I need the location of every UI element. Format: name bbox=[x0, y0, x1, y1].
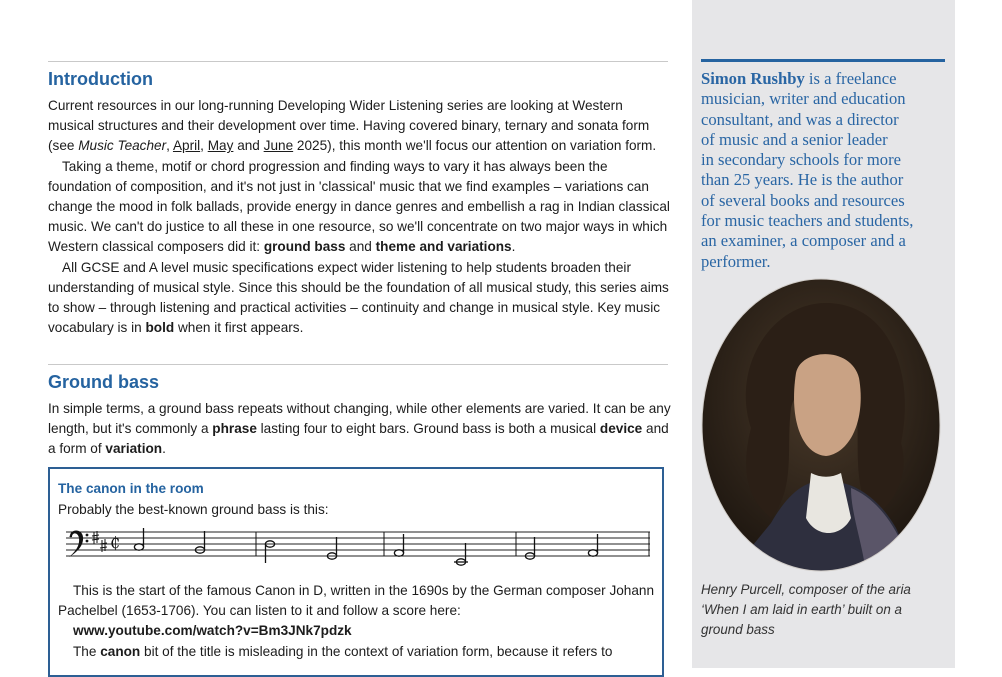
text-line: for music teachers and students, bbox=[701, 211, 914, 231]
key-term: bold bbox=[145, 320, 175, 336]
key-term: canon bbox=[100, 643, 141, 659]
text-line: Henry Purcell, composer of the aria bbox=[701, 582, 911, 597]
text-line bbox=[48, 318, 673, 338]
key-signature-sharps-icon bbox=[92, 531, 107, 552]
text-line bbox=[58, 642, 658, 662]
text-line: change the mood in folk ballads, provide energy in dance genres and embellish a rag in Indian classical bbox=[48, 199, 670, 215]
text-line: Taking a theme, motif or chord progression and finding ways to vary it has always been the bbox=[62, 158, 608, 174]
staff-lines bbox=[66, 532, 650, 556]
notes bbox=[134, 528, 597, 565]
callout-intro: Probably the best-known ground bass is this: bbox=[58, 502, 329, 517]
text-line bbox=[48, 439, 673, 459]
text-line: of several books and resources bbox=[701, 190, 905, 210]
text-fragment: a form of bbox=[48, 441, 106, 457]
key-term: device bbox=[599, 421, 643, 437]
text-fragment: and bbox=[237, 138, 260, 154]
text-line: performer. bbox=[701, 251, 771, 271]
text-fragment: bit of the title is misleading in the context of variation form, because it refers to bbox=[140, 643, 613, 659]
text-line: (see Music Teacher, April, May and June 2025), this month we'll focus our attention on variation form. bbox=[48, 138, 657, 154]
portrait-caption bbox=[701, 580, 941, 641]
text-line bbox=[48, 237, 673, 257]
link-may[interactable]: May bbox=[207, 138, 234, 154]
text-line: foundation of composition, and it's not just in 'classical' music that we find examples – variations can bbox=[48, 178, 649, 194]
text-fragment: . bbox=[162, 441, 166, 457]
author-name: Simon Rushby bbox=[701, 69, 805, 88]
text-fragment: is a freelance bbox=[804, 69, 897, 88]
text-fragment: and bbox=[345, 239, 376, 255]
text-line: ‘When I am laid in earth’ built on a bbox=[701, 602, 902, 618]
text-line: consultant, and was a director bbox=[701, 109, 899, 129]
youtube-link[interactable]: www.youtube.com/watch?v=Bm3JNk7pdzk bbox=[73, 623, 352, 639]
text-line: musical structures and their development over time. Having covered binary, ternary and sonata form bbox=[48, 118, 650, 134]
text-line bbox=[48, 419, 673, 439]
text-line: In simple terms, a ground bass repeats without changing, while other elements are varied. It can be any bbox=[48, 401, 671, 416]
link-april[interactable]: April bbox=[172, 138, 201, 154]
text-line: than 25 years. He is the author bbox=[701, 170, 904, 190]
text-line: All GCSE and A level music specifications expect wider listening to help students broaden their bbox=[62, 259, 631, 275]
sidebar-rule bbox=[701, 59, 945, 62]
section-divider bbox=[48, 364, 668, 365]
text-line: of music and a senior leader bbox=[701, 129, 888, 149]
key-term: phrase bbox=[212, 421, 257, 437]
text-line: understanding of musical style. Since this should be the foundation of all musical study, this series aims bbox=[48, 279, 669, 295]
callout-title: The canon in the room bbox=[58, 481, 204, 496]
text-fragment: 2025), this month we'll focus our attention on variation form. bbox=[296, 138, 657, 154]
text-fragment: vocabulary is in bbox=[48, 320, 146, 336]
ground-bass-notation bbox=[66, 526, 650, 570]
text-fragment: The bbox=[73, 643, 101, 659]
text-line: to show – through listening and practical activities – continuity and change in musical style. Key music bbox=[48, 300, 661, 316]
text-fragment: length, but it's commonly a bbox=[48, 421, 213, 437]
purcell-portrait bbox=[701, 278, 941, 572]
section-divider-top bbox=[48, 61, 668, 62]
text-line bbox=[701, 69, 946, 89]
text-fragment: lasting four to eight bars. Ground bass is both a musical bbox=[256, 421, 600, 437]
ground-bass-paragraph bbox=[48, 399, 673, 460]
magazine-title: Music Teacher bbox=[78, 138, 167, 154]
text-fragment: . bbox=[511, 239, 516, 255]
text-line: Current resources in our long-running Developing Wider Listening series are looking at Western bbox=[48, 98, 623, 113]
text-line: an examiner, a composer and a bbox=[701, 231, 906, 251]
text-line: ground bass bbox=[701, 622, 775, 638]
section-heading-ground-bass: Ground bass bbox=[48, 372, 160, 392]
text-fragment: when it first appears. bbox=[174, 320, 304, 336]
text-line: music. We can't do justice to all these in one resource, so we'll concentrate on two major ways in which bbox=[48, 219, 668, 235]
text-line: in secondary schools for more bbox=[701, 150, 901, 170]
section-heading-introduction: Introduction bbox=[48, 69, 153, 89]
text-line: This is the start of the famous Canon in D, written in the 1690s by the German composer Johann bbox=[73, 583, 655, 598]
text-fragment: and bbox=[642, 421, 669, 437]
key-term: variation bbox=[105, 441, 163, 457]
author-bio bbox=[701, 69, 946, 272]
key-term: theme and variations bbox=[375, 239, 512, 255]
text-fragment: (see bbox=[48, 138, 79, 154]
key-term: ground bass bbox=[263, 239, 346, 255]
text-line: Pachelbel (1653-1706). You can listen to it and follow a score here: bbox=[58, 603, 461, 619]
text-fragment: Western classical composers did it: bbox=[48, 239, 264, 255]
link-june[interactable]: June bbox=[263, 138, 294, 154]
text-line: musician, writer and education bbox=[701, 89, 906, 109]
callout-paragraph bbox=[58, 581, 658, 662]
intro-paragraph bbox=[48, 96, 673, 338]
cut-time-icon: ₵ bbox=[110, 533, 121, 552]
